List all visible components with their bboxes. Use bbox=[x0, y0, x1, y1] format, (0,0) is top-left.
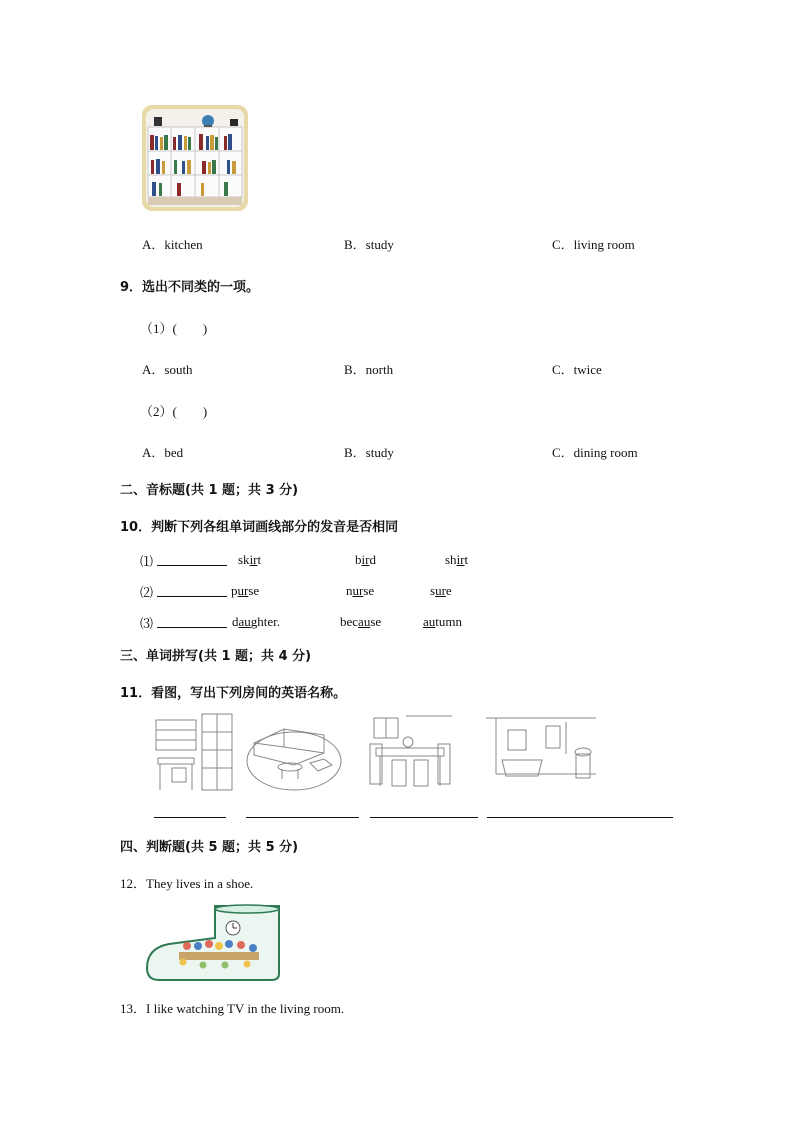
room-picture-bathroom bbox=[486, 714, 600, 786]
q9-title: 9．选出不同类的一项。 bbox=[120, 280, 260, 295]
answer-blank[interactable] bbox=[157, 553, 227, 566]
answer-blank[interactable] bbox=[157, 584, 227, 597]
bookshelf-picture bbox=[142, 105, 248, 211]
q11-answer-line-3[interactable] bbox=[370, 817, 478, 818]
q9-sub1-option-a: A．south bbox=[142, 362, 193, 377]
q11-answer-line-1[interactable] bbox=[154, 817, 226, 818]
word-2: nurse bbox=[346, 583, 375, 598]
row-number: ⑵ bbox=[140, 585, 154, 600]
word-3: autumn bbox=[423, 614, 463, 629]
row-number: ⑴ bbox=[140, 554, 154, 569]
q11-answer-line-2[interactable] bbox=[246, 817, 359, 818]
q9-sub1-label: （1）( ) bbox=[140, 321, 208, 336]
row-number: ⑶ bbox=[140, 616, 154, 631]
word-3: sure bbox=[430, 583, 452, 598]
section4-title: 四、判断题(共 5 题；共 5 分) bbox=[120, 840, 299, 855]
q8-option-a: A．kitchen bbox=[142, 237, 203, 252]
q11-title: 11．看图，写出下列房间的英语名称。 bbox=[120, 686, 347, 701]
q10-row-3 bbox=[140, 613, 540, 631]
word-2: because bbox=[340, 614, 382, 629]
q9-sub2-option-c: C．dining room bbox=[552, 445, 638, 460]
word-3: shirt bbox=[445, 552, 469, 567]
q8-option-b: B．study bbox=[344, 237, 394, 252]
q9-sub2-option-a: A．bed bbox=[142, 445, 184, 460]
room-picture-living-room bbox=[244, 713, 344, 793]
room-picture-dining-room bbox=[366, 714, 456, 794]
q10-row-2 bbox=[140, 582, 540, 600]
q12-text: 12．They lives in a shoe. bbox=[120, 876, 254, 891]
answer-blank[interactable] bbox=[157, 615, 227, 628]
word-1: purse bbox=[231, 583, 260, 598]
shoe-house-picture bbox=[143, 902, 283, 982]
q8-option-c: C．living room bbox=[552, 237, 635, 252]
q13-text: 13．I like watching TV in the living room. bbox=[120, 1001, 345, 1016]
q10-row-1 bbox=[140, 551, 540, 569]
room-picture-study bbox=[152, 712, 236, 794]
q9-sub2-option-b: B．study bbox=[344, 445, 394, 460]
word-1: daughter. bbox=[232, 614, 281, 629]
q9-sub1-option-c: C．twice bbox=[552, 362, 602, 377]
q9-sub2-label: （2）( ) bbox=[140, 404, 208, 419]
q10-title: 10．判断下列各组单词画线部分的发音是否相同 bbox=[120, 520, 399, 535]
q9-sub1-option-b: B．north bbox=[344, 362, 394, 377]
section3-title: 三、单词拼写(共 1 题；共 4 分) bbox=[120, 649, 312, 664]
word-1: skirt bbox=[238, 552, 262, 567]
word-2: bird bbox=[355, 552, 376, 567]
section2-title: 二、音标题(共 1 题；共 3 分) bbox=[120, 483, 299, 498]
q11-answer-line-4[interactable] bbox=[487, 817, 673, 818]
